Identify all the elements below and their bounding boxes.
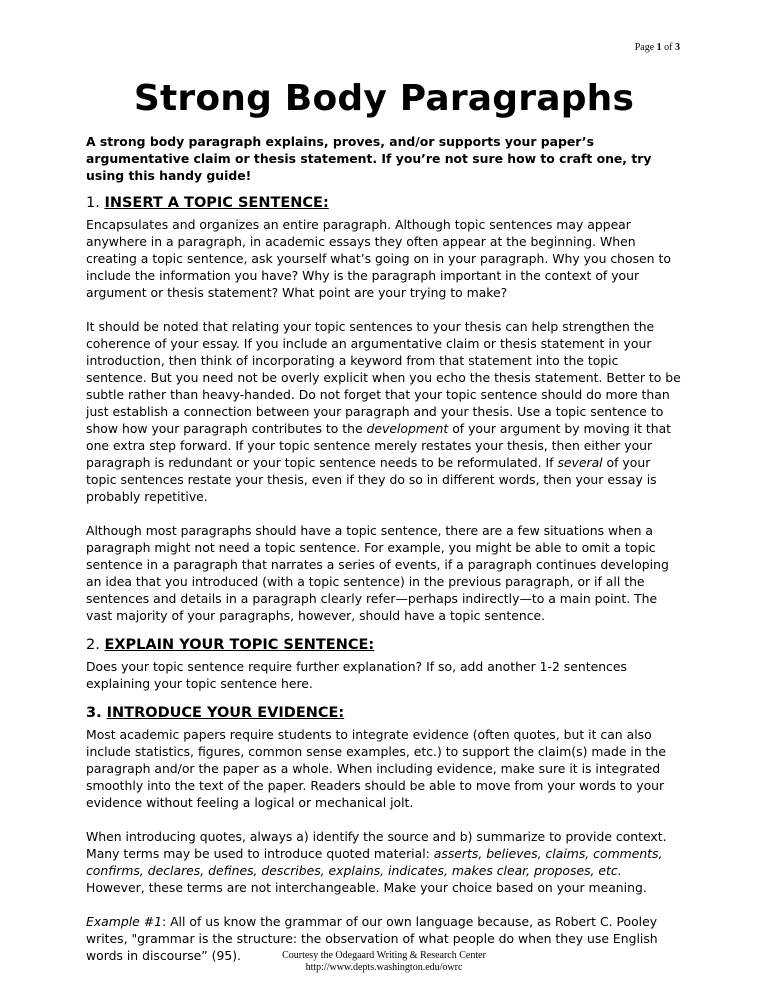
section-1-paragraph-1: Encapsulates and organizes an entire paragraph. Although topic sentences may appear anywhere in a paragraph, in academic essays they often appear at the beginning. When creating a topic sentence, ask yourself what’s going on in your paragraph. Why you chosen to include the information you have? Why is the paragraph important in the context of your argument or thesis statement? What point are your trying to make? [86,217,671,300]
section-3-paragraph-1: Most academic papers require students to integrate evidence (often quotes, but it can also include statistics, figures, common sense examples, etc.) to support the claim(s) made in the paragraph and/or the paper as a whole. When including evidence, make sure it is integrated smoothly into the text of the paper. Readers should be able to move from your words to your evidence without feeling a logical or mechanical jolt. [86,727,667,810]
page-title: Strong Body Paragraphs [133,78,635,119]
section-heading-topic-sentence: 1. INSERT A TOPIC SENTENCE: [86,195,329,211]
page-number: Page 1 of 3 [634,42,680,53]
footer-url: http://www.depts.washington.edu/owrc [305,962,463,973]
section-2-paragraph-1: Does your topic sentence require further explanation? If so, add another 1-2 sentences explaining your topic sentence here. [86,659,627,691]
intro-paragraph: A strong body paragraph explains, proves, and/or supports your paper’s argumentative claim or thesis statement. If you’re not sure how to craft one, try using this handy guide! [86,134,652,183]
footer-credit: Courtesy the Odegaard Writing & Research Center [282,950,486,961]
section-1-paragraph-2: It should be noted that relating your topic sentences to your thesis can help strengthen the coherence of your essay. If you include an argumentative claim or thesis statement in your introduction, then think of incorporating a keyword from that statement into the topic sentence. But you need not be overly explicit when you echo the thesis statement. Better to be subtle rather than heavy-handed. Do not forget that your topic sentence should do more than just establish a connection between your paragraph and your thesis. Use a topic sentence to show how your paragraph contributes to the development of your argument by moving it that one extra step forward. If your topic sentence merely restates your thesis, then either your paragraph is redundant or your topic sentence needs to be reformulated. If several of your topic sentences restate your thesis, even if they do so in different words, then your essay is probably repetitive. [86,319,681,504]
section-3-paragraph-3: Example #1: All of us know the grammar of our own language because, as Robert C. Pooley writes, "grammar is the structure: the observation of what people do when they use English words in discourse” (95). [86,914,658,963]
section-1-paragraph-3: Although most paragraphs should have a topic sentence, there are a few situations when a paragraph might not need a topic sentence. For example, you might be able to omit a topic sentence in a paragraph that narrates a series of events, if a paragraph continues developing an idea that you introduced (with a topic sentence) in the previous paragraph, or if all the sentences and details in a paragraph clearly refer—perhaps indirectly—to a main point. The vast majority of your paragraphs, however, should have a topic sentence. [86,523,669,623]
section-3-paragraph-2: When introducing quotes, always a) identify the source and b) summarize to provide context. Many terms may be used to introduce quoted material: asserts, believes, claims, comments, confirms, declares, defines, describes, explains, indicates, makes clear, proposes, etc. However, these terms are not interchangeable. Make your choice based on your meaning. [86,829,667,895]
section-heading-introduce-evidence: 3. INTRODUCE YOUR EVIDENCE: [86,705,345,721]
page-footer [0,950,768,974]
section-heading-explain-topic: 2. EXPLAIN YOUR TOPIC SENTENCE: [86,637,375,653]
document-body [86,133,682,964]
